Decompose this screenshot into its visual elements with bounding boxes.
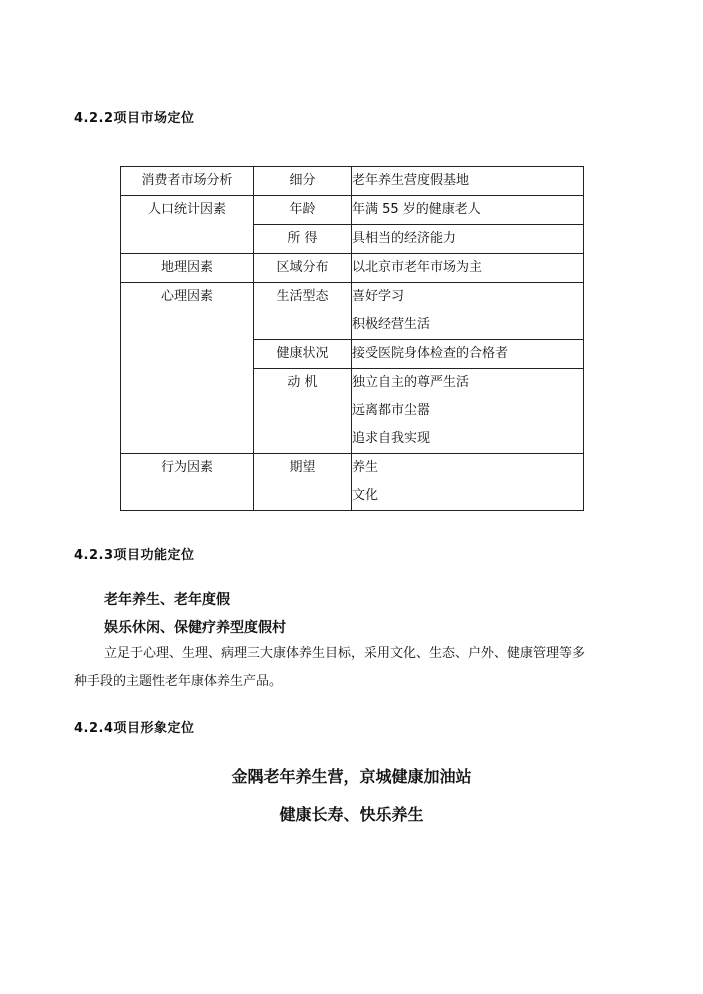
factor-behavioral: 行为因素 — [121, 454, 254, 511]
image-slogan-1: 金隅老年养生营，京城健康加油站 — [231, 767, 472, 786]
function-paragraph — [74, 640, 634, 696]
table-row — [121, 196, 584, 225]
table-row — [121, 283, 584, 340]
segment-region: 区域分布 — [254, 254, 352, 283]
factor-demographic: 人口统计因素 — [121, 196, 254, 254]
table-row — [121, 454, 584, 511]
segment-lifestyle: 生活型态 — [254, 283, 352, 340]
value-region: 以北京市老年市场为主 — [352, 254, 584, 283]
factor-psychological: 心理因素 — [121, 283, 254, 454]
segment-age: 年龄 — [254, 196, 352, 225]
table-header-row — [121, 167, 584, 196]
header-cell-target: 老年养生营度假基地 — [352, 167, 584, 196]
table-row — [121, 254, 584, 283]
header-cell-analysis: 消费者市场分析 — [121, 167, 254, 196]
market-positioning-table — [120, 166, 584, 511]
segment-income: 所 得 — [254, 225, 352, 254]
paragraph-line-1: 立足于心理、生理、病理三大康体养生目标，采用文化、生态、户外、健康管理等多 — [104, 646, 586, 661]
value-income: 具相当的经济能力 — [352, 225, 584, 254]
factor-geographic: 地理因素 — [121, 254, 254, 283]
segment-health: 健康状况 — [254, 340, 352, 369]
segment-motive: 动 机 — [254, 369, 352, 454]
section-heading-4-2-4: 4.2.4项目形象定位 — [74, 721, 195, 736]
segment-expectation: 期望 — [254, 454, 352, 511]
value-motive: 独立自主的尊严生活 远离都市尘嚣 追求自我实现 — [352, 369, 584, 454]
section-heading-4-2-3: 4.2.3项目功能定位 — [74, 548, 195, 563]
function-line-1: 老年养生、老年度假 — [104, 592, 230, 608]
value-health: 接受医院身体检查的合格者 — [352, 340, 584, 369]
image-slogan-2: 健康长寿、快乐养生 — [279, 805, 424, 824]
header-cell-segment: 细分 — [254, 167, 352, 196]
value-age: 年满 55 岁的健康老人 — [352, 196, 584, 225]
section-heading-4-2-2: 4.2.2项目市场定位 — [74, 111, 195, 126]
value-expectation: 养生 文化 — [352, 454, 584, 511]
function-line-2: 娱乐休闲、保健疗养型度假村 — [104, 620, 286, 636]
value-lifestyle: 喜好学习 积极经营生活 — [352, 283, 584, 340]
paragraph-line-2: 种手段的主题性老年康体养生产品。 — [74, 674, 283, 689]
